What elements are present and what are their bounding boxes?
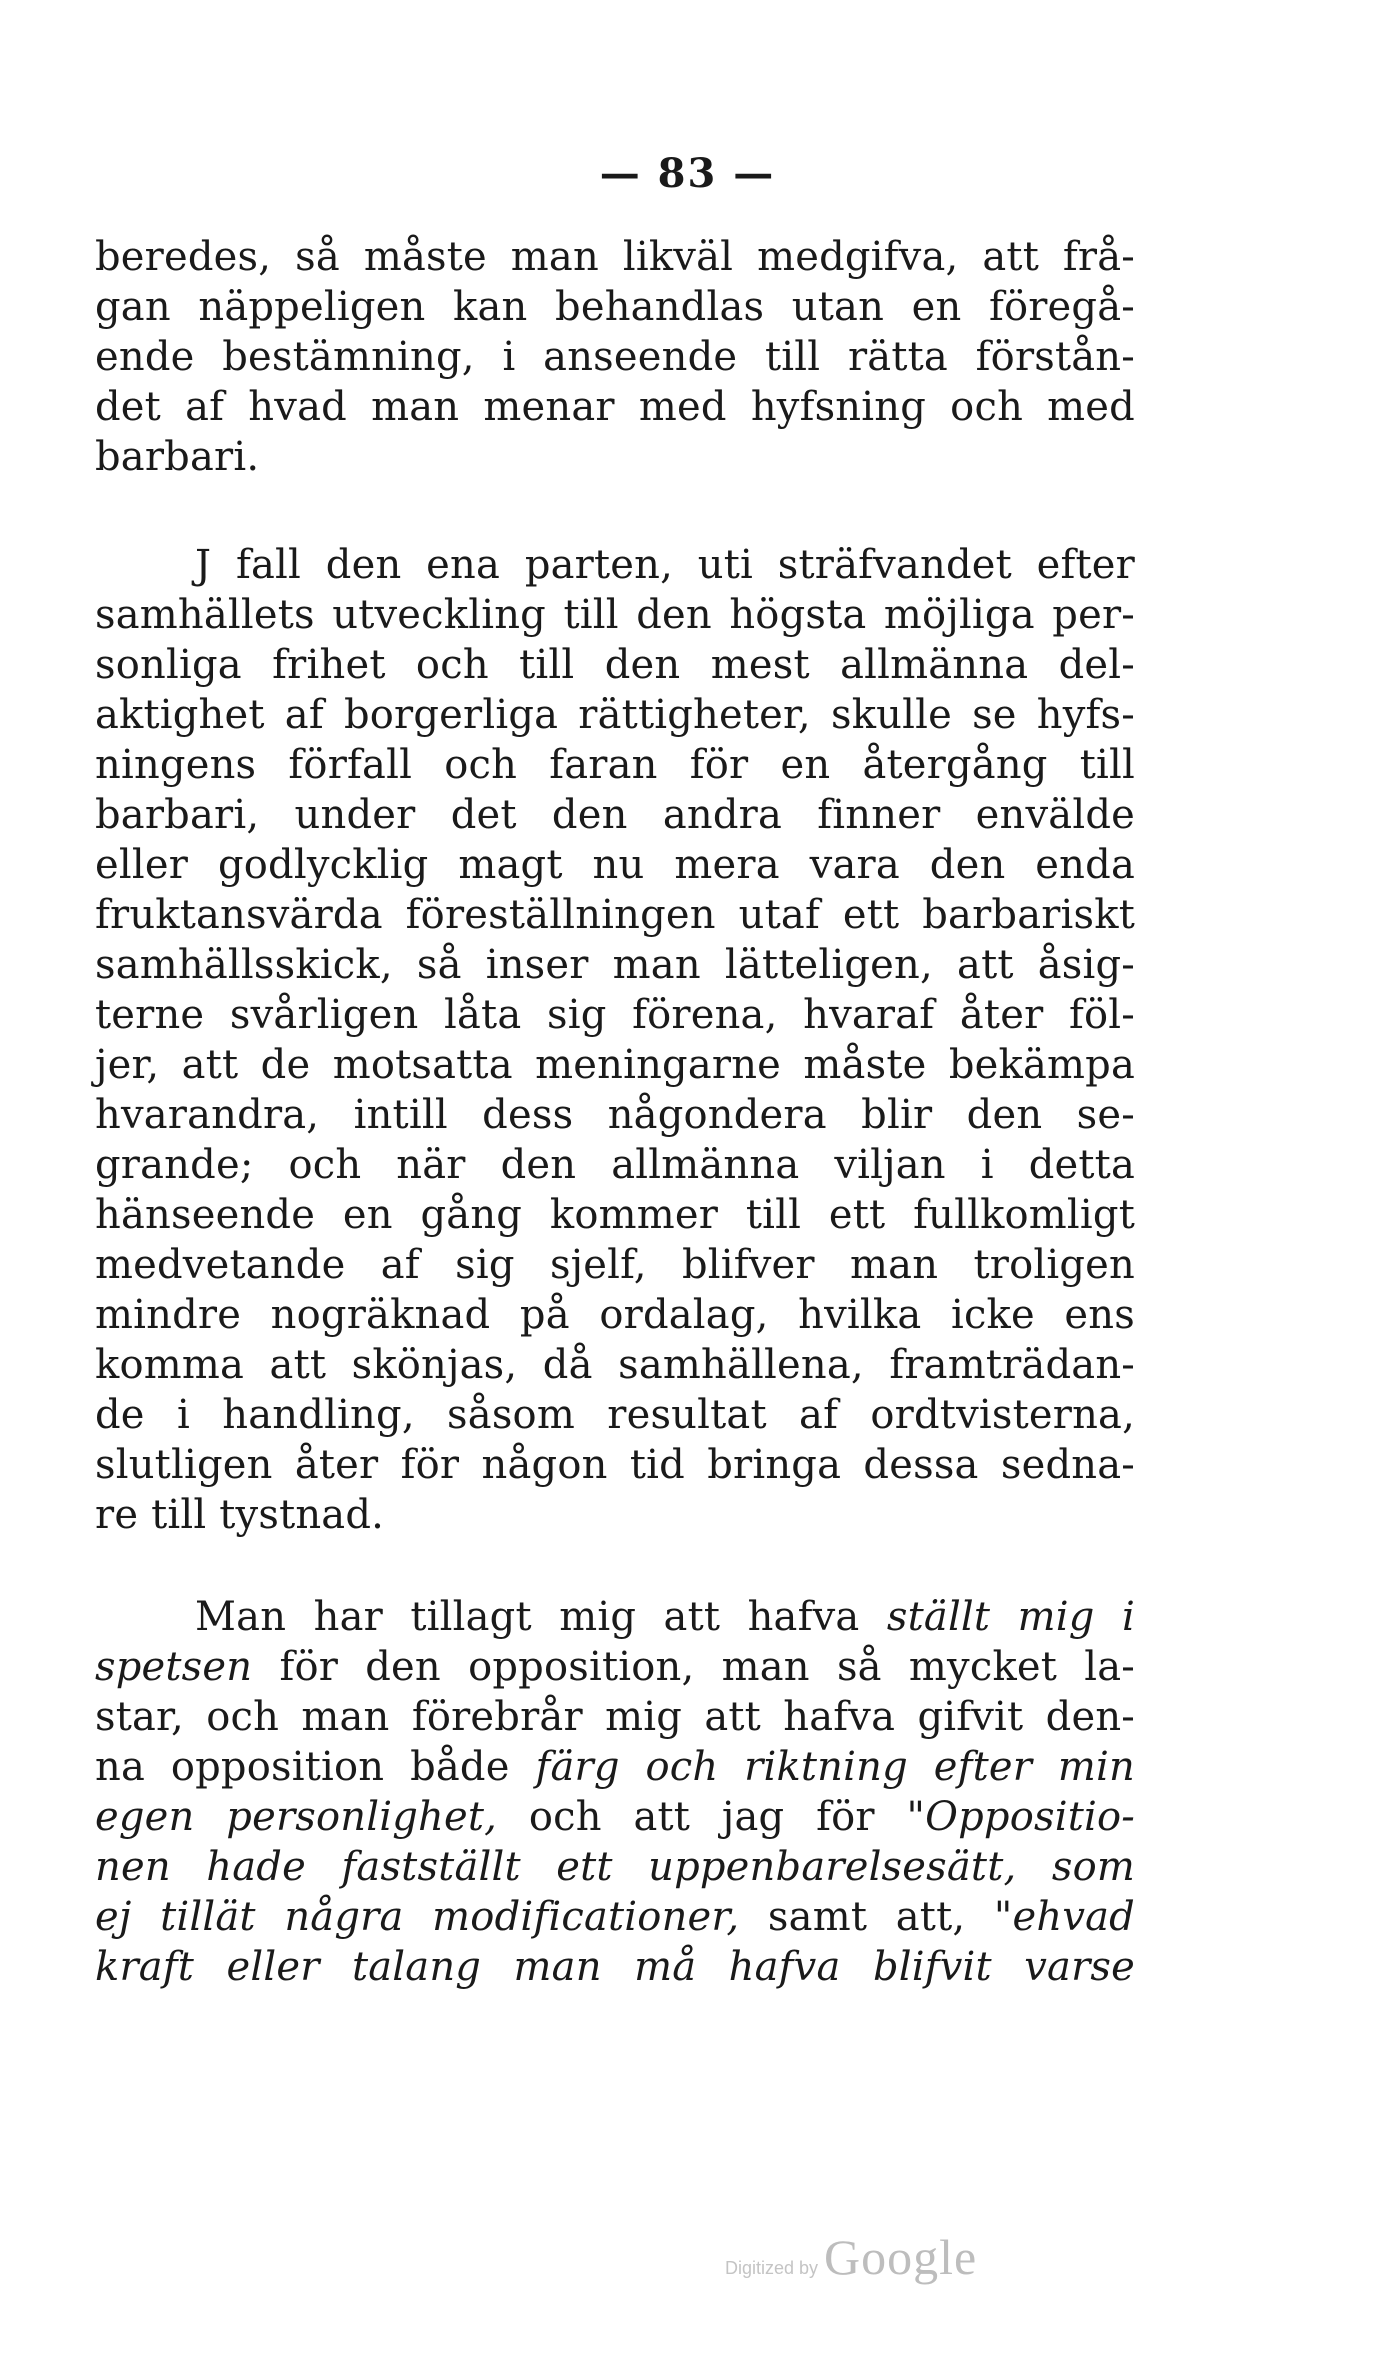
line-text: J fall den ena parten, uti sträfvandet efter xyxy=(195,542,1135,588)
text-line xyxy=(95,332,1135,382)
line-text: hänseende en gång kommer till ett fullkomligt xyxy=(95,1192,1135,1238)
text-line xyxy=(95,540,1135,590)
text-line xyxy=(95,890,1135,940)
line-text: mindre nogräknad på ordalag, hvilka icke ens xyxy=(95,1292,1135,1338)
line-text: ningens förfall och faran för en återgång till xyxy=(95,742,1135,788)
italic-text: ej tillät några modificationer, xyxy=(95,1894,740,1940)
text-line xyxy=(95,1642,1135,1692)
line-text: det af hvad man menar med hyfsning och med xyxy=(95,384,1135,430)
text-line xyxy=(95,690,1135,740)
line-text: för den opposition, man så mycket la- xyxy=(252,1644,1135,1690)
text-line xyxy=(95,1792,1135,1842)
line-text: fruktansvärda föreställningen utaf ett barbariskt xyxy=(95,892,1135,938)
text-line xyxy=(95,232,1135,282)
text-line xyxy=(95,432,1135,482)
text-line xyxy=(95,1190,1135,1240)
line-text: star, och man förebrår mig att hafva gifvit den- xyxy=(95,1694,1135,1740)
line-text: eller godlycklig magt nu mera vara den enda xyxy=(95,842,1135,888)
line-text: aktighet af borgerliga rättigheter, skulle se hyfs- xyxy=(95,692,1135,738)
text-line xyxy=(95,790,1135,840)
paragraph-1 xyxy=(95,232,1135,482)
italic-text: nen hade fastställt ett uppenbarelsesätt, som xyxy=(95,1844,1135,1890)
text-line xyxy=(95,590,1135,640)
line-text: sonliga frihet och till den mest allmänna del- xyxy=(95,642,1135,688)
text-line xyxy=(95,1140,1135,1190)
text-line xyxy=(95,1692,1135,1742)
text-line xyxy=(95,1290,1135,1340)
line-text: medvetande af sig sjelf, blifver man troligen xyxy=(95,1242,1135,1288)
italic-text: spetsen xyxy=(95,1644,253,1690)
page-number: — 83 — xyxy=(599,150,776,197)
line-text: de i handling, såsom resultat af ordtvisterna, xyxy=(95,1392,1135,1438)
text-line xyxy=(95,1340,1135,1390)
line-text: gan näppeligen kan behandlas utan en föregå- xyxy=(95,284,1135,330)
paragraph-2 xyxy=(95,540,1135,1540)
line-text: na opposition både xyxy=(95,1744,536,1790)
line-text: samt att, xyxy=(739,1894,994,1940)
google-watermark xyxy=(725,2228,977,2288)
line-text: och att jag för xyxy=(497,1794,907,1840)
line-text: samhällsskick, så inser man lätteligen, att åsig- xyxy=(95,942,1135,988)
line-text: barbari. xyxy=(95,434,260,480)
text-line xyxy=(95,382,1135,432)
text-line xyxy=(95,1440,1135,1490)
italic-text: kraft eller talang man må hafva blifvit varse xyxy=(95,1944,1135,1990)
text-line xyxy=(95,840,1135,890)
text-line xyxy=(95,1490,1135,1540)
line-text: re till tystnad. xyxy=(95,1492,385,1538)
text-line xyxy=(95,1892,1135,1942)
text-line xyxy=(95,1090,1135,1140)
line-text: jer, att de motsatta meningarne måste bekämpa xyxy=(95,1042,1135,1088)
text-line xyxy=(95,282,1135,332)
text-line xyxy=(95,1742,1135,1792)
paragraph-3 xyxy=(95,1592,1135,1992)
line-text: terne svårligen låta sig förena, hvaraf åter föl- xyxy=(95,992,1135,1038)
line-text: grande; och när den allmänna viljan i detta xyxy=(95,1142,1135,1188)
italic-text: ställt mig i xyxy=(886,1594,1135,1640)
text-line xyxy=(95,1040,1135,1090)
digitized-by-text: Digitized by xyxy=(725,2258,819,2278)
line-text: barbari, under det den andra finner envälde xyxy=(95,792,1135,838)
google-logo: Google xyxy=(824,2229,978,2285)
italic-text: "ehvad xyxy=(993,1894,1135,1940)
line-text: hvarandra, intill dess någondera blir den se- xyxy=(95,1092,1135,1138)
line-text: komma att skönjas, då samhällena, framträdan- xyxy=(95,1342,1135,1388)
line-text: slutligen åter för någon tid bringa dessa sedna- xyxy=(95,1442,1135,1488)
text-line xyxy=(95,1592,1135,1642)
italic-text: "Oppositio- xyxy=(906,1794,1135,1840)
text-line xyxy=(95,1942,1135,1992)
text-line xyxy=(95,1842,1135,1892)
italic-text: egen personlighet, xyxy=(95,1794,498,1840)
line-text: ende bestämning, i anseende till rätta förstån- xyxy=(95,334,1135,380)
text-line xyxy=(95,1240,1135,1290)
italic-text: färg och riktning efter min xyxy=(535,1744,1135,1790)
text-line xyxy=(95,940,1135,990)
text-line xyxy=(95,640,1135,690)
text-line xyxy=(95,740,1135,790)
text-line xyxy=(95,1390,1135,1440)
text-line xyxy=(95,990,1135,1040)
line-text: Man har tillagt mig att hafva xyxy=(195,1594,887,1640)
line-text: beredes, så måste man likväl medgifva, att frå- xyxy=(95,234,1135,280)
line-text: samhällets utveckling till den högsta möjliga per- xyxy=(95,592,1135,638)
